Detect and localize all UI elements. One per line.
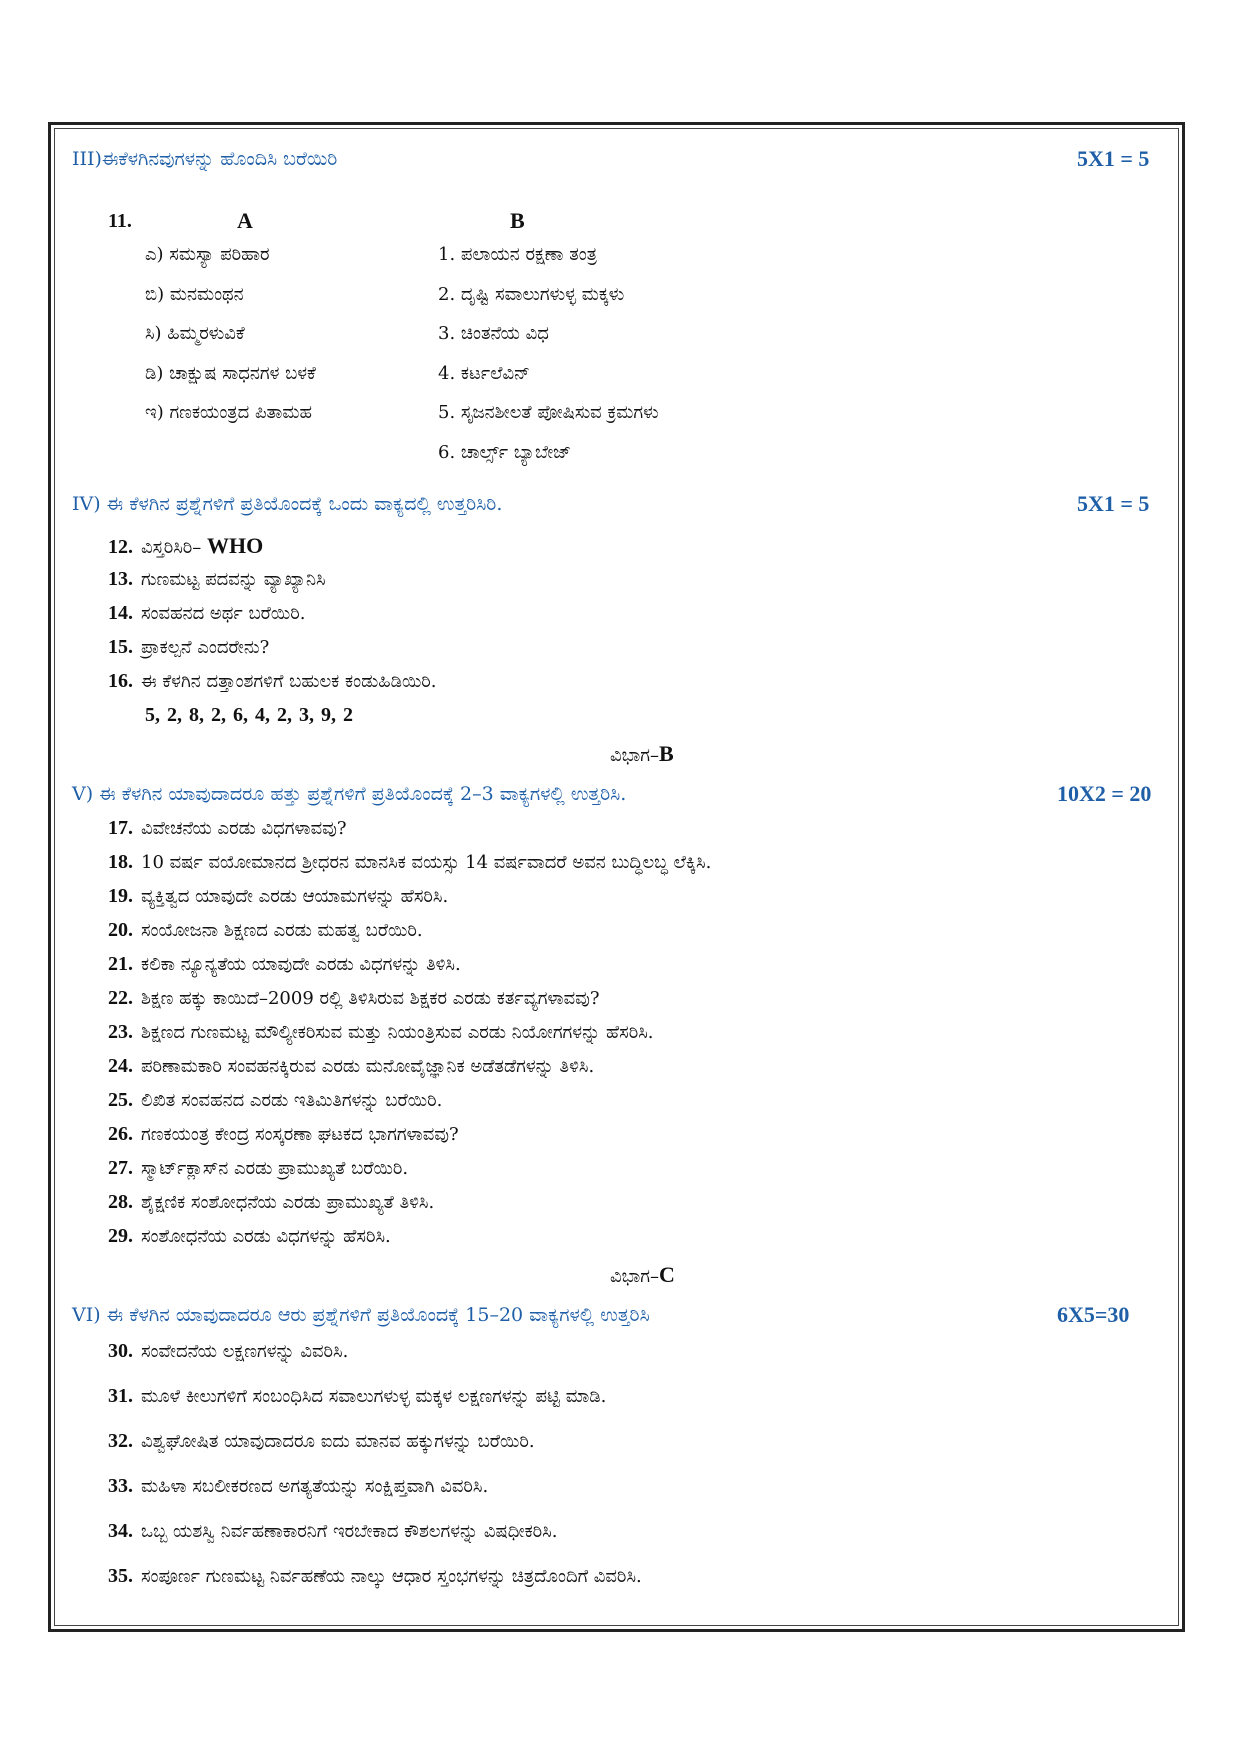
question-31 — [108, 1385, 606, 1408]
question-26 — [108, 1123, 459, 1146]
question-15 — [108, 636, 269, 659]
section-4-marks: 5X1 = 5 — [1077, 491, 1150, 516]
match-b-item: 1. ಪಲಾಯನ ರಕ್ಷಣಾ ತಂತ್ರ — [438, 244, 598, 265]
question-22 — [108, 987, 599, 1010]
part-b-heading — [610, 741, 674, 767]
question-text: ವಿವೇಚನೆಯ ಎರಡು ವಿಧಗಳಾವವು? — [141, 818, 347, 839]
question-text: ವಿಶ್ವಘೋಷಿತ ಯಾವುದಾದರೂ ಐದು ಮಾನವ ಹಕ್ಕುಗಳನ್ನು ಬರೆಯಿರಿ. — [141, 1431, 535, 1452]
column-a-heading: A — [237, 208, 253, 233]
question-18 — [108, 851, 711, 874]
question-number: 30. — [108, 1340, 133, 1362]
question-number: 20. — [108, 919, 133, 941]
question-number: 34. — [108, 1520, 133, 1542]
question-number: 24. — [108, 1055, 133, 1077]
question-20 — [108, 919, 423, 942]
question-34 — [108, 1520, 557, 1543]
match-a-item: ಎ) ಸಮಸ್ಯಾ ಪರಿಹಾರ — [145, 244, 270, 265]
question-33 — [108, 1475, 488, 1498]
question-text: ಕಲಿಕಾ ನ್ಯೂನ್ಯತೆಯ ಯಾವುದೇ ಎರಡು ವಿಧಗಳನ್ನು ತಿಳಿಸಿ. — [141, 954, 461, 975]
match-b-item: 5. ಸೃಜನಶೀಲತೆ ಪೋಷಿಸುವ ಕ್ರಮಗಳು — [438, 402, 659, 423]
question-number: 33. — [108, 1475, 133, 1497]
question-text: ಮಹಿಳಾ ಸಬಲೀಕರಣದ ಅಗತ್ಯತೆಯನ್ನು ಸಂಕ್ಷಿಪ್ತವಾಗಿ ವಿವರಿಸಿ. — [141, 1476, 489, 1497]
question-35 — [108, 1565, 642, 1588]
question-number: 19. — [108, 885, 133, 907]
part-b-letter: B — [659, 741, 674, 766]
section-3-marks: 5X1 = 5 — [1077, 146, 1150, 171]
section-6-title: VI) ಈ ಕೆಳಗಿನ ಯಾವುದಾದರೂ ಆರು ಪ್ರಶ್ನೆಗಳಿಗೆ ಪ್ರತಿಯೊಂದಕ್ಕೆ 15–20 ವಾಕ್ಯಗಳಲ್ಲಿ ಉತ್ತರಿಸಿ — [72, 1304, 650, 1326]
question-text: ಶಿಕ್ಷಣದ ಗುಣಮಟ್ಟ ಮೌಲ್ಯೀಕರಿಸುವ ಮತ್ತು ನಿಯಂತ್ರಿಸುವ ಎರಡು ನಿಯೋಗಗಳನ್ನು ಹೆಸರಿಸಿ. — [141, 1022, 654, 1043]
question-number: 22. — [108, 987, 133, 1009]
question-24 — [108, 1055, 594, 1078]
question-number: 27. — [108, 1157, 133, 1179]
question-text: ಪರಿಣಾಮಕಾರಿ ಸಂವಹನಕ್ಕಿರುವ ಎರಡು ಮನೋವೈಜ್ಞಾನಿಕ ಅಡೆತಡೆಗಳನ್ನು ತಿಳಿಸಿ. — [141, 1056, 595, 1077]
question-25 — [108, 1089, 442, 1112]
section-5-marks: 10X2 = 20 — [1057, 781, 1152, 806]
match-b-item: 4. ಕರ್ಟಲೆವಿನ್ — [438, 363, 530, 384]
column-b-heading: B — [510, 208, 525, 233]
question-number: 25. — [108, 1089, 133, 1111]
question-text: ಮೂಳೆ ಕೀಲುಗಳಿಗೆ ಸಂಬಂಧಿಸಿದ ಸವಾಲುಗಳುಳ್ಳ ಮಕ್ಕಳ ಲಕ್ಷಣಗಳನ್ನು ಪಟ್ಟಿ ಮಾಡಿ. — [141, 1386, 607, 1407]
question-number: 12. — [108, 536, 133, 558]
question-text: ಒಬ್ಬ ಯಶಸ್ವಿ ನಿರ್ವಹಣಾಕಾರನಿಗೆ ಇರಬೇಕಾದ ಕೌಶಲಗಳನ್ನು ವಿಷಧೀಕರಿಸಿ. — [141, 1521, 558, 1542]
question-17 — [108, 817, 347, 840]
question-text: 10 ವರ್ಷ ವಯೋಮಾನದ ಶ್ರೀಧರನ ಮಾನಸಿಕ ವಯಸ್ಸು 14 ವರ್ಷವಾದರೆ ಅವನ ಬುದ್ಧಿಲಬ್ಧ ಲೆಕ್ಕಿಸಿ. — [141, 852, 712, 873]
question-number: 28. — [108, 1191, 133, 1213]
match-b-item: 2. ದೃಷ್ಟಿ ಸವಾಲುಗಳುಳ್ಳ ಮಕ್ಕಳು — [438, 284, 625, 305]
question-32 — [108, 1430, 535, 1453]
question-number: 32. — [108, 1430, 133, 1452]
question-text: ಸಂವಹನದ ಅರ್ಥ ಬರೆಯಿರಿ. — [141, 603, 306, 624]
part-c-letter: C — [659, 1262, 675, 1287]
question-number: 26. — [108, 1123, 133, 1145]
question-23 — [108, 1021, 654, 1044]
question-text: ಸಂಯೋಜನಾ ಶಿಕ್ಷಣದ ಎರಡು ಮಹತ್ವ ಬರೆಯಿರಿ. — [141, 920, 423, 941]
question-text: ಶಿಕ್ಷಣ ಹಕ್ಕು ಕಾಯಿದೆ–2009 ರಲ್ಲಿ ತಿಳಿಸಿರುವ ಶಿಕ್ಷಕರ ಎರಡು ಕರ್ತವ್ಯಗಳಾವವು? — [141, 988, 600, 1009]
question-number: 21. — [108, 953, 133, 975]
question-number: 16. — [108, 670, 133, 692]
match-a-item: ಸಿ) ಹಿಮ್ಮರಳುವಿಕೆ — [145, 323, 245, 344]
question-text: ಗುಣಮಟ್ಟ ಪದವನ್ನು ವ್ಯಾಖ್ಯಾನಿಸಿ — [141, 569, 326, 590]
section-6-marks: 6X5=30 — [1057, 1302, 1130, 1327]
question-text: ಶೈಕ್ಷಣಿಕ ಸಂಶೋಧನೆಯ ಎರಡು ಪ್ರಾಮುಖ್ಯತೆ ತಿಳಿಸಿ. — [141, 1192, 435, 1213]
question-text: ಲಿಖಿತ ಸಂವಹನದ ಎರಡು ಇತಿಮಿತಿಗಳನ್ನು ಬರೆಯಿರಿ. — [141, 1090, 443, 1111]
question-29 — [108, 1225, 391, 1248]
part-c-heading — [610, 1262, 675, 1288]
question-number: 23. — [108, 1021, 133, 1043]
part-c-prefix: ವಿಭಾಗ– — [610, 1266, 659, 1287]
match-b-item: 6. ಚಾರ್ಲ್ಸ್ ಬ್ಯಾಬೇಜ್ — [438, 442, 572, 463]
question-text: ವ್ಯಕ್ತಿತ್ವದ ಯಾವುದೇ ಎರಡು ಆಯಾಮಗಳನ್ನು ಹೆಸರಿಸಿ. — [141, 886, 449, 907]
match-a-item: ಇ) ಗಣಕಯಂತ್ರದ ಪಿತಾಮಹ — [145, 402, 312, 423]
question-27 — [108, 1157, 408, 1180]
question-13 — [108, 568, 326, 591]
question-number: 15. — [108, 636, 133, 658]
question-21 — [108, 953, 461, 976]
question-number: 29. — [108, 1225, 133, 1247]
question-number: 14. — [108, 602, 133, 624]
section-5-title: V) ಈ ಕೆಳಗಿನ ಯಾವುದಾದರೂ ಹತ್ತು ಪ್ರಶ್ನೆಗಳಿಗೆ ಪ್ರತಿಯೊಂದಕ್ಕೆ 2–3 ವಾಕ್ಯಗಳಲ್ಲಿ ಉತ್ತರಿಸಿ. — [72, 783, 627, 805]
question-number: 13. — [108, 568, 133, 590]
question-text: ಸಂಪೂರ್ಣ ಗುಣಮಟ್ಟ ನಿರ್ವಹಣೆಯ ನಾಲ್ಕು ಆಧಾರ ಸ್ತಂಭಗಳನ್ನು ಚಿತ್ರದೊಂದಿಗೆ ವಿವರಿಸಿ. — [141, 1566, 642, 1587]
question-text: ಸ್ಮಾರ್ಟ್‌ಕ್ಲಾಸ್‌ನ ಎರಡು ಪ್ರಾಮುಖ್ಯತೆ ಬರೆಯಿರಿ. — [141, 1158, 409, 1179]
question-text: ಈ ಕೆಳಗಿನ ದತ್ತಾಂಶಗಳಿಗೆ ಬಹುಲಕ ಕಂಡುಹಿಡಿಯಿರಿ. — [141, 671, 437, 692]
question-16 — [108, 670, 437, 693]
question-text: ಗಣಕಯಂತ್ರ ಕೇಂದ್ರ ಸಂಸ್ಕರಣಾ ಘಟಕದ ಭಾಗಗಳಾವವು? — [141, 1124, 459, 1145]
section-3-title: III)ಈಕೆಳಗಿನವುಗಳನ್ನು ಹೊಂದಿಸಿ ಬರೆಯಿರಿ — [72, 148, 338, 170]
question-14 — [108, 602, 305, 625]
match-a-item: ಡಿ) ಚಾಕ್ಷುಷ ಸಾಧನಗಳ ಬಳಕೆ — [145, 363, 316, 384]
question-11-number: 11. — [108, 210, 132, 232]
question-19 — [108, 885, 448, 908]
question-text: ಸಂಶೋಧನೆಯ ಎರಡು ವಿಧಗಳನ್ನು ಹೆಸರಿಸಿ. — [141, 1226, 391, 1247]
question-text: ವಿಸ್ತರಿಸಿರಿ– — [141, 537, 202, 558]
question-number: 18. — [108, 851, 133, 873]
match-b-item: 3. ಚಿಂತನೆಯ ವಿಧ — [438, 323, 549, 344]
question-number: 31. — [108, 1385, 133, 1407]
question-text: ಪ್ರಾಕಲ್ಪನೆ ಎಂದರೇನು? — [141, 637, 270, 658]
question-text: ಸಂವೇದನೆಯ ಲಕ್ಷಣಗಳನ್ನು ವಿವರಿಸಿ. — [141, 1341, 349, 1362]
question-number: 35. — [108, 1565, 133, 1587]
acronym: WHO — [207, 533, 264, 558]
mode-dataset: 5, 2, 8, 2, 6, 4, 2, 3, 9, 2 — [145, 704, 353, 726]
match-a-item: ಬಿ) ಮನಮಂಥನ — [145, 284, 244, 305]
part-b-prefix: ವಿಭಾಗ– — [610, 745, 659, 766]
section-4-title: IV) ಈ ಕೆಳಗಿನ ಪ್ರಶ್ನೆಗಳಿಗೆ ಪ್ರತಿಯೊಂದಕ್ಕೆ ಒಂದು ವಾಕ್ಯದಲ್ಲಿ ಉತ್ತರಿಸಿರಿ. — [72, 493, 503, 515]
question-number: 17. — [108, 817, 133, 839]
question-30 — [108, 1340, 348, 1363]
question-28 — [108, 1191, 434, 1214]
question-12 — [108, 533, 263, 559]
